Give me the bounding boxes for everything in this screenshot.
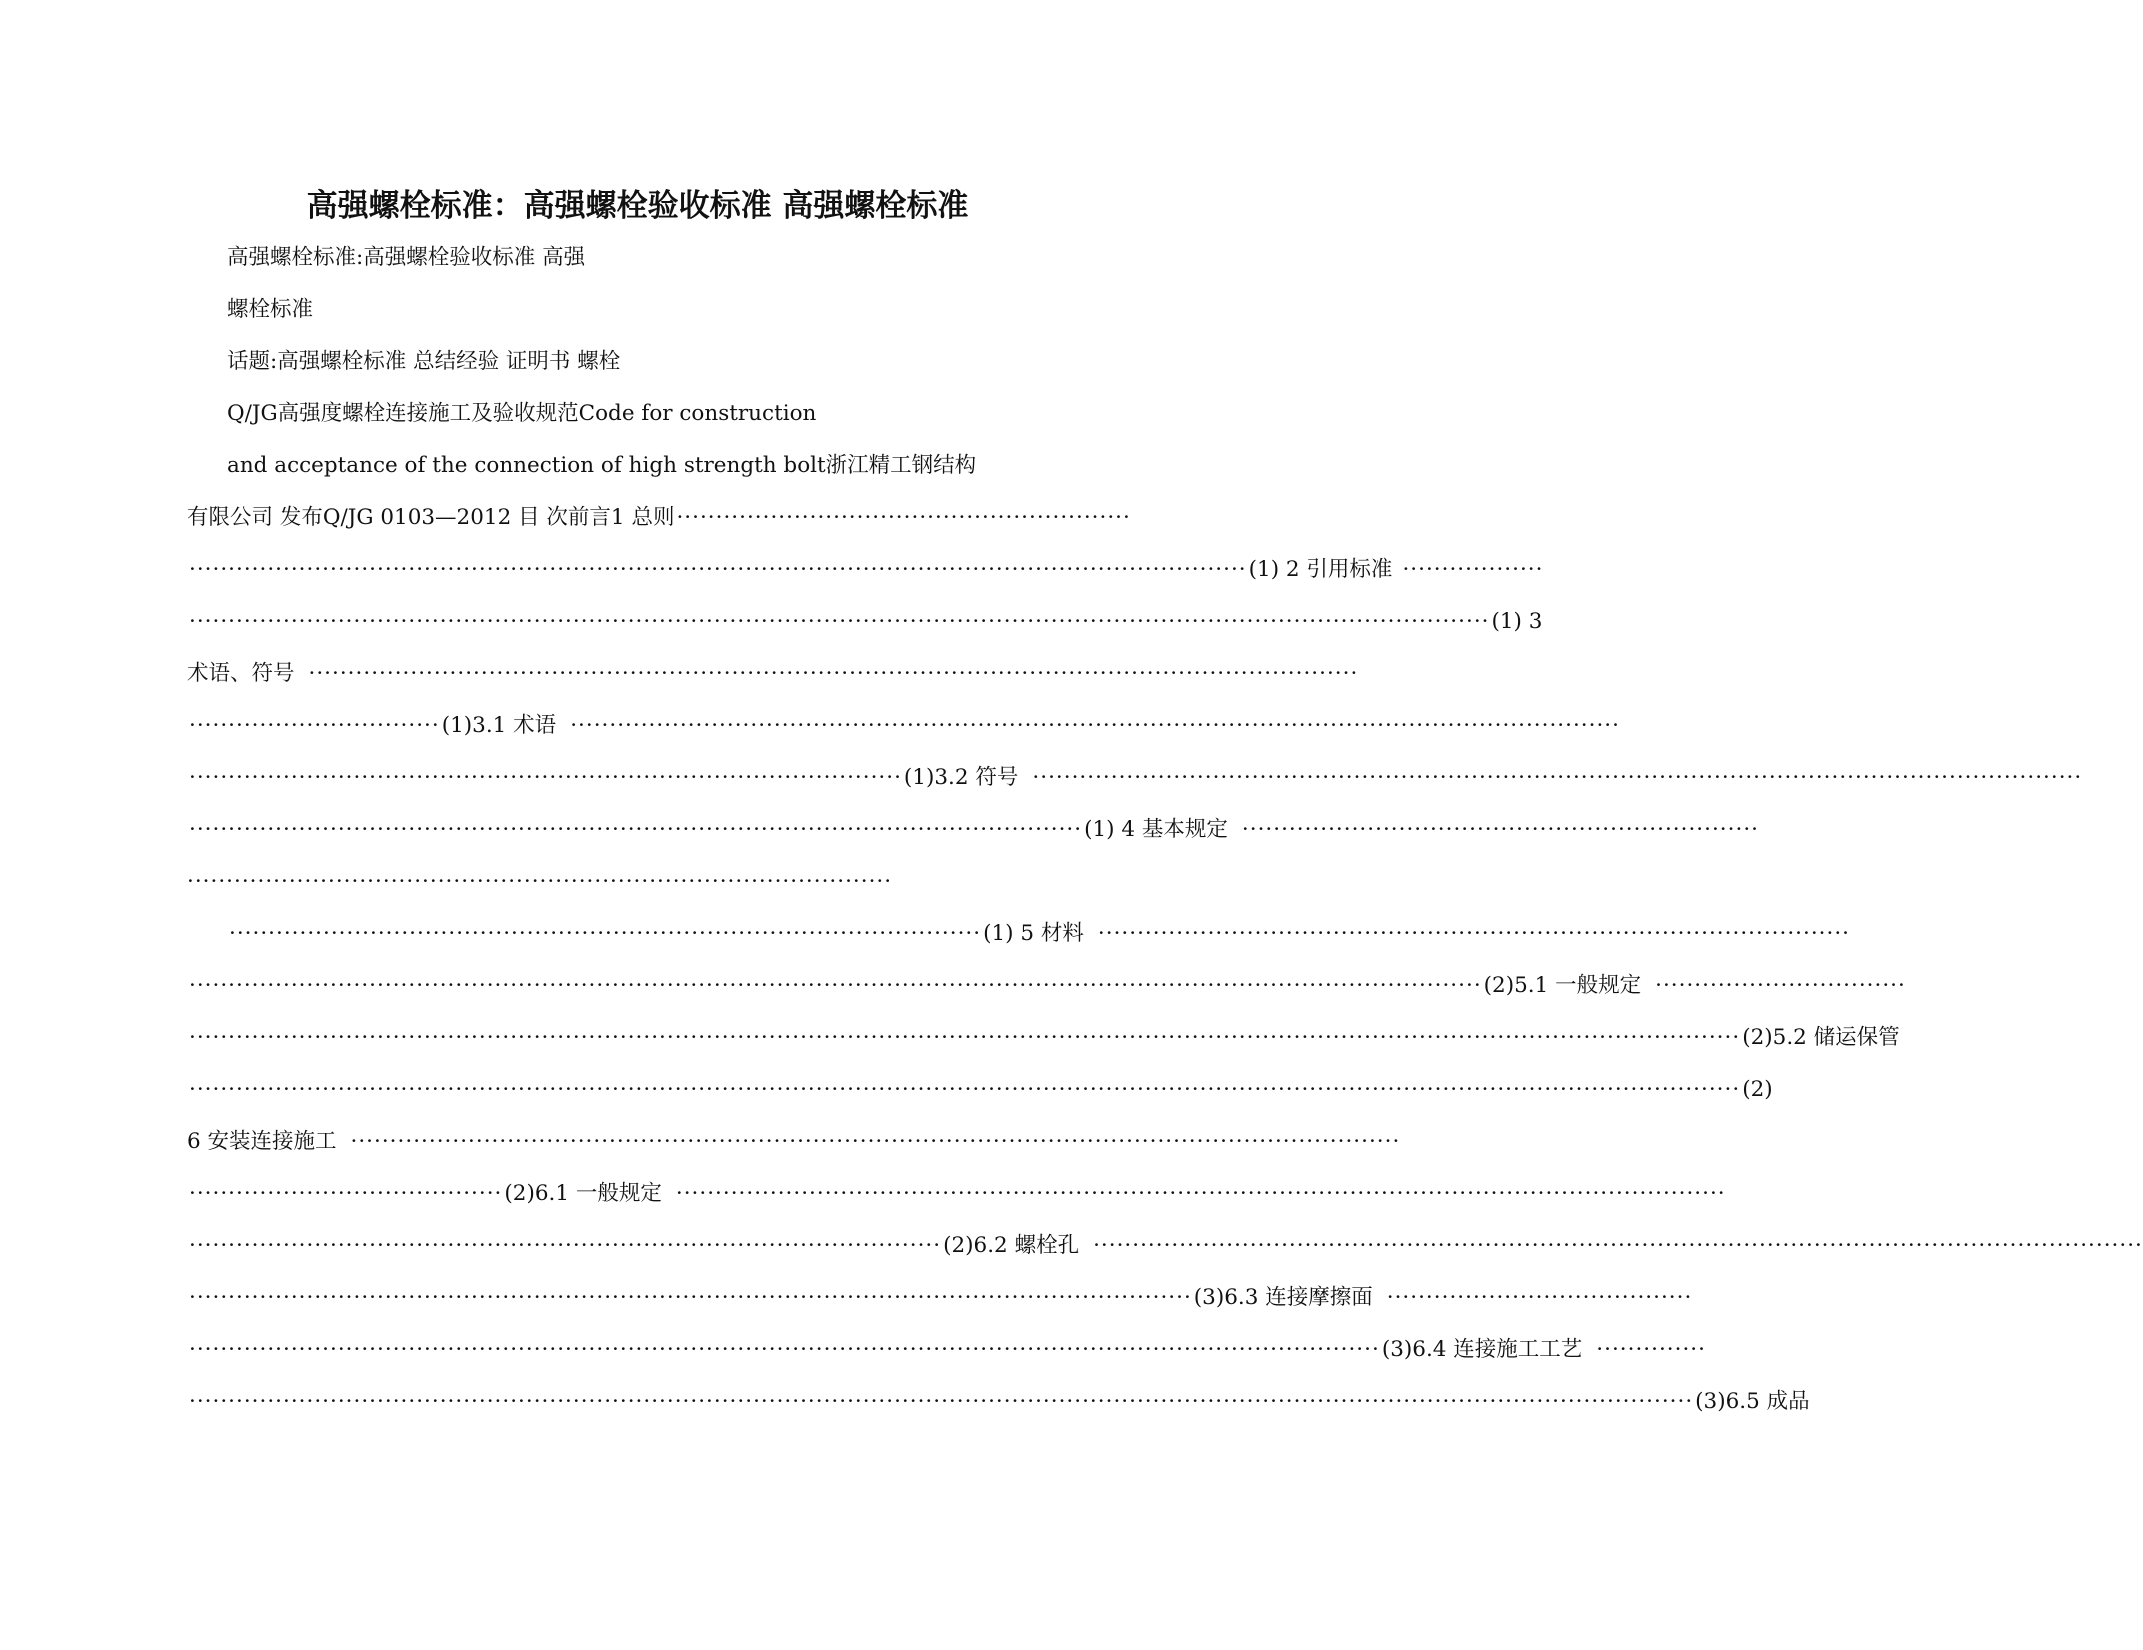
toc-entry-text: (3)6.3 连接摩擦面	[1193, 1285, 1373, 1310]
toc-entry-text: (3)6.5 成品	[1695, 1389, 1810, 1414]
toc-line	[187, 1127, 1401, 1157]
toc-leader-dots: ······································································································································································	[189, 609, 1490, 634]
toc-leader-dots: ························································································································································	[189, 1337, 1380, 1362]
toc-leader-dots: ·····································································································································································	[189, 973, 1482, 998]
toc-leader-dots: ··················	[1402, 557, 1544, 582]
toc-leader-dots: ··························································	[676, 505, 1131, 530]
toc-line	[187, 1335, 1706, 1365]
toc-leader-dots: ································	[189, 713, 440, 738]
toc-line	[227, 919, 1850, 949]
toc-line	[187, 1023, 1900, 1053]
paragraph-line: 话题:高强螺栓标准 总结经验 证明书 螺栓	[227, 349, 621, 374]
paragraph-line: 高强螺栓标准:高强螺栓验收标准 高强	[227, 245, 586, 270]
toc-line	[187, 1179, 1726, 1209]
toc-entry-text: 6 安装连接施工	[187, 1129, 337, 1154]
toc-leader-dots: ································	[1655, 973, 1906, 998]
toc-leader-dots: ··································································	[1241, 817, 1759, 842]
toc-leader-dots: ······································································································································································································	[189, 1077, 1741, 1102]
toc-line	[187, 555, 1544, 585]
paragraph-line: 螺栓标准	[227, 297, 314, 322]
toc-line	[187, 815, 1759, 845]
toc-leader-dots: ······································································································································	[1032, 765, 2083, 790]
toc-leader-dots: ································································································	[189, 1233, 942, 1258]
toc-entry-text: (1) 2 引用标准	[1248, 557, 1393, 582]
toc-entry-text: (1)3.1 术语	[441, 713, 557, 738]
toc-leader-dots: ···························································································	[189, 765, 902, 790]
toc-line	[187, 607, 1543, 637]
toc-line	[187, 971, 1906, 1001]
toc-line	[187, 763, 2083, 793]
toc-entry-text: (2)6.2 螺栓孔	[943, 1233, 1080, 1258]
toc-line	[187, 659, 1359, 689]
toc-entry-text: (1) 3	[1491, 609, 1543, 634]
toc-leader-dots: ································································································································································································	[189, 1389, 1694, 1414]
toc-leader-dots: ··························································································	[187, 869, 893, 894]
toc-entry-text: 有限公司 发布Q/JG 0103—2012 目 次前言1 总则	[187, 505, 675, 530]
toc-entry-text: (2)5.2 储运保管	[1742, 1025, 1900, 1050]
toc-leader-dots: ······································································································································	[350, 1129, 1401, 1154]
toc-leader-dots: ······································································································································	[308, 661, 1359, 686]
toc-leader-dots: ································································································	[1097, 921, 1850, 946]
toc-entry-text: 术语、符号	[187, 661, 295, 686]
toc-line	[187, 503, 1131, 533]
toc-leader-dots: ··············	[1596, 1337, 1706, 1362]
toc-entry-text: (3)6.4 连接施工工艺	[1381, 1337, 1583, 1362]
toc-leader-dots: ······································································································································	[1093, 1233, 2143, 1258]
toc-entry-text: (1) 5 材料	[983, 921, 1084, 946]
toc-leader-dots: ········································	[189, 1181, 503, 1206]
paragraph-line: and acceptance of the connection of high strength bolt浙江精工钢结构	[227, 453, 977, 478]
toc-leader-dots: ································································································	[229, 921, 982, 946]
toc-entry-text: (1)3.2 符号	[903, 765, 1019, 790]
toc-leader-dots: ······································································································································	[570, 713, 1620, 738]
toc-line	[187, 1075, 1773, 1105]
toc-leader-dots: ·······································	[1386, 1285, 1693, 1310]
toc-leader-dots: ·······································································································································	[189, 557, 1247, 582]
toc-leader-dots: ··················································································································	[189, 817, 1083, 842]
toc-line	[187, 1387, 1810, 1417]
toc-line	[187, 1231, 2143, 1261]
toc-entry-text: (2)5.1 一般规定	[1483, 973, 1642, 998]
toc-line	[187, 1283, 1693, 1313]
toc-entry-text: (1) 4 基本规定	[1084, 817, 1228, 842]
toc-leader-dots: ······································································································································································································	[189, 1025, 1741, 1050]
document-title: 高强螺栓标准：高强螺栓验收标准 高强螺栓标准	[306, 188, 969, 224]
toc-line	[187, 711, 1620, 741]
paragraph-line: Q/JG高强度螺栓连接施工及验收规范Code for construction	[227, 401, 817, 426]
toc-leader-dots: ······································································································································	[675, 1181, 1726, 1206]
toc-leader-dots: ································································································································	[189, 1285, 1192, 1310]
toc-entry-text: (2)6.1 一般规定	[504, 1181, 662, 1206]
toc-entry-text: (2)	[1742, 1077, 1773, 1102]
